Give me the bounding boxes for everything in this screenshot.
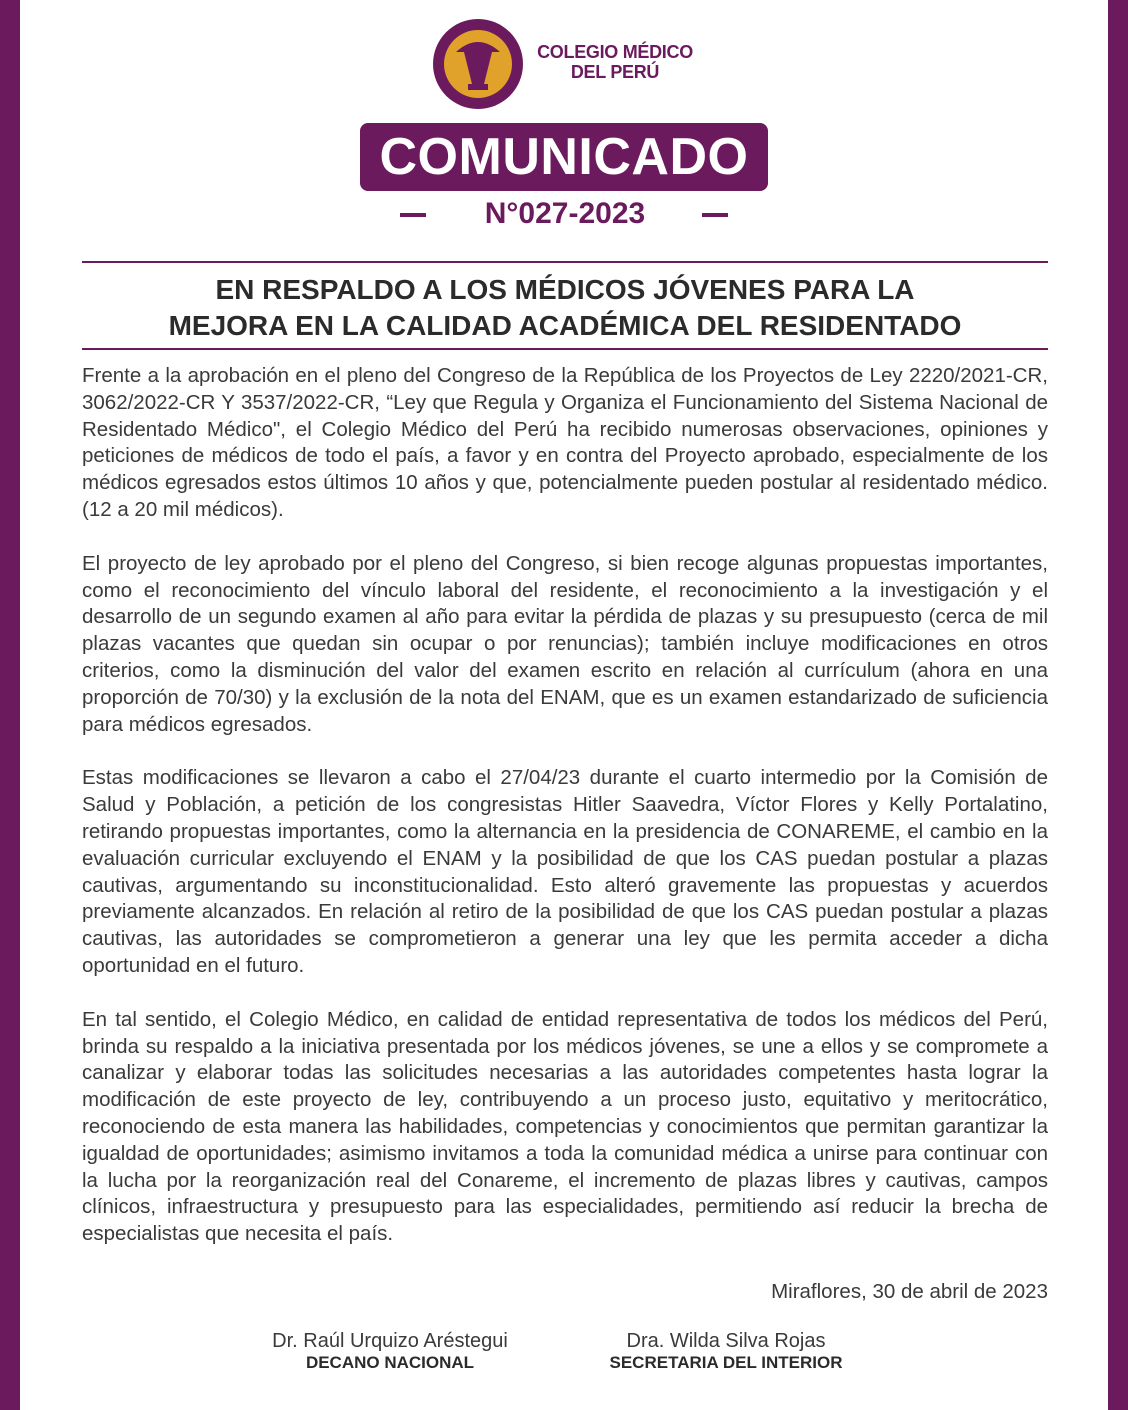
- org-name-line1: COLEGIO MÉDICO: [537, 42, 693, 62]
- paragraph: Frente a la aprobación en el pleno del Congreso de la República de los Proyectos de Ley 2220/2021-CR, 3062/2022-CR Y 3537/2022-CR, “Ley que Regula y Organiza el Funcionamiento del Sistema Nacional de Residentado Médico", el Colegio Médico del Perú ha recibido numerosas observaciones, opiniones y peticiones de médicos de todo el país, a favor y en contra del Proyecto aprobado, especialmente de los médicos egresados estos últimos 10 años y que, potencialmente pueden postular al residentado médico. (12 a 20 mil médicos).: [82, 364, 1048, 521]
- signatory-name: Dra. Wilda Silva Rojas: [626, 1330, 826, 1352]
- paragraph: El proyecto de ley aprobado por el pleno del Congreso, si bien recoge algunas propuestas importantes, como el reconocimiento del vínculo laboral del residente, el reconocimiento a la investigación y el desarrollo de un segundo examen al año para evitar la pérdida de plazas y su presupuesto (cerca de mil plazas vacantes que quedan sin ocupar o por renuncias); también incluye modificaciones en otros criterios, como la disminución del valor del examen escrito en relación al currículum (ahora en una proporción de 70/30) y la exclusión de la nota del ENAM, que es un examen estandarizado de suficiencia para médicos egresados.: [82, 551, 1048, 736]
- org-name: [530, 42, 700, 82]
- communique-banner: COMUNICADO: [360, 123, 768, 191]
- divider: [82, 261, 1048, 263]
- signature-block: [586, 1329, 866, 1373]
- headline-line1: EN RESPALDO A LOS MÉDICOS JÓVENES PARA LA: [215, 274, 915, 305]
- communique-number-row: [400, 194, 730, 234]
- org-name-line2: DEL PERÚ: [570, 62, 660, 82]
- seal-icon: [432, 18, 524, 110]
- signatory-name: Dr. Raúl Urquizo Aréstegui: [272, 1330, 508, 1352]
- divider: [82, 348, 1048, 350]
- document-page: [20, 0, 1108, 1410]
- signatory-title: SECRETARIA DEL INTERIOR: [609, 1353, 843, 1372]
- signatory-title: DECANO NACIONAL: [305, 1353, 475, 1372]
- headline: [82, 272, 1048, 344]
- place-date: Miraflores, 30 de abril de 2023: [771, 1280, 1048, 1303]
- body-text: [82, 363, 1048, 1275]
- org-logo: [432, 18, 732, 110]
- communique-number: N°027-2023: [484, 197, 646, 230]
- decorative-dash: [702, 213, 728, 217]
- decorative-dash: [400, 213, 426, 217]
- signature-block: [250, 1329, 530, 1373]
- paragraph: En tal sentido, el Colegio Médico, en calidad de entidad representativa de todos los médicos del Perú, brinda su respaldo a la iniciativa presentada por los médicos jóvenes, se une a ellos y se compromete a canalizar y elaborar todas las solicitudes necesarias a las autoridades competentes hasta lograr la modificación de este proyecto de ley, contribuyendo a un proceso justo, equitativo y meritocrático, reconociendo de esta manera las habilidades, competencias y conocimientos que permitan garantizar la igualdad de oportunidades; asimismo invitamos a toda la comunidad médica a unirse para continuar con la lucha por la reorganización real del Conareme, el incremento de plazas libres y cautivas, campos clínicos, infraestructura y presupuesto para las especialidades, permitiendo así reducir la brecha de especialistas que necesita el país.: [82, 1007, 1048, 1246]
- headline-line2: MEJORA EN LA CALIDAD ACADÉMICA DEL RESIDENTADO: [168, 310, 962, 341]
- paragraph: Estas modificaciones se llevaron a cabo el 27/04/23 durante el cuarto intermedio por la Comisión de Salud y Población, a petición de los congresistas Hitler Saavedra, Víctor Flores y Kelly Portalatino, retirando propuestas importantes, como la alternancia en la presidencia de CONAREME, el cambio en la evaluación curricular excluyendo el ENAM y la posibilidad de que los CAS puedan postular a plazas cautivas, argumentando su inconstitucionalidad. Esto alteró gravemente las propuestas y acuerdos previamente alcanzados. En relación al retiro de la posibilidad de que los CAS puedan postular a plazas cautivas, las autoridades se comprometieron a generar una ley que les permita acceder a dicha oportunidad en el futuro.: [82, 766, 1048, 977]
